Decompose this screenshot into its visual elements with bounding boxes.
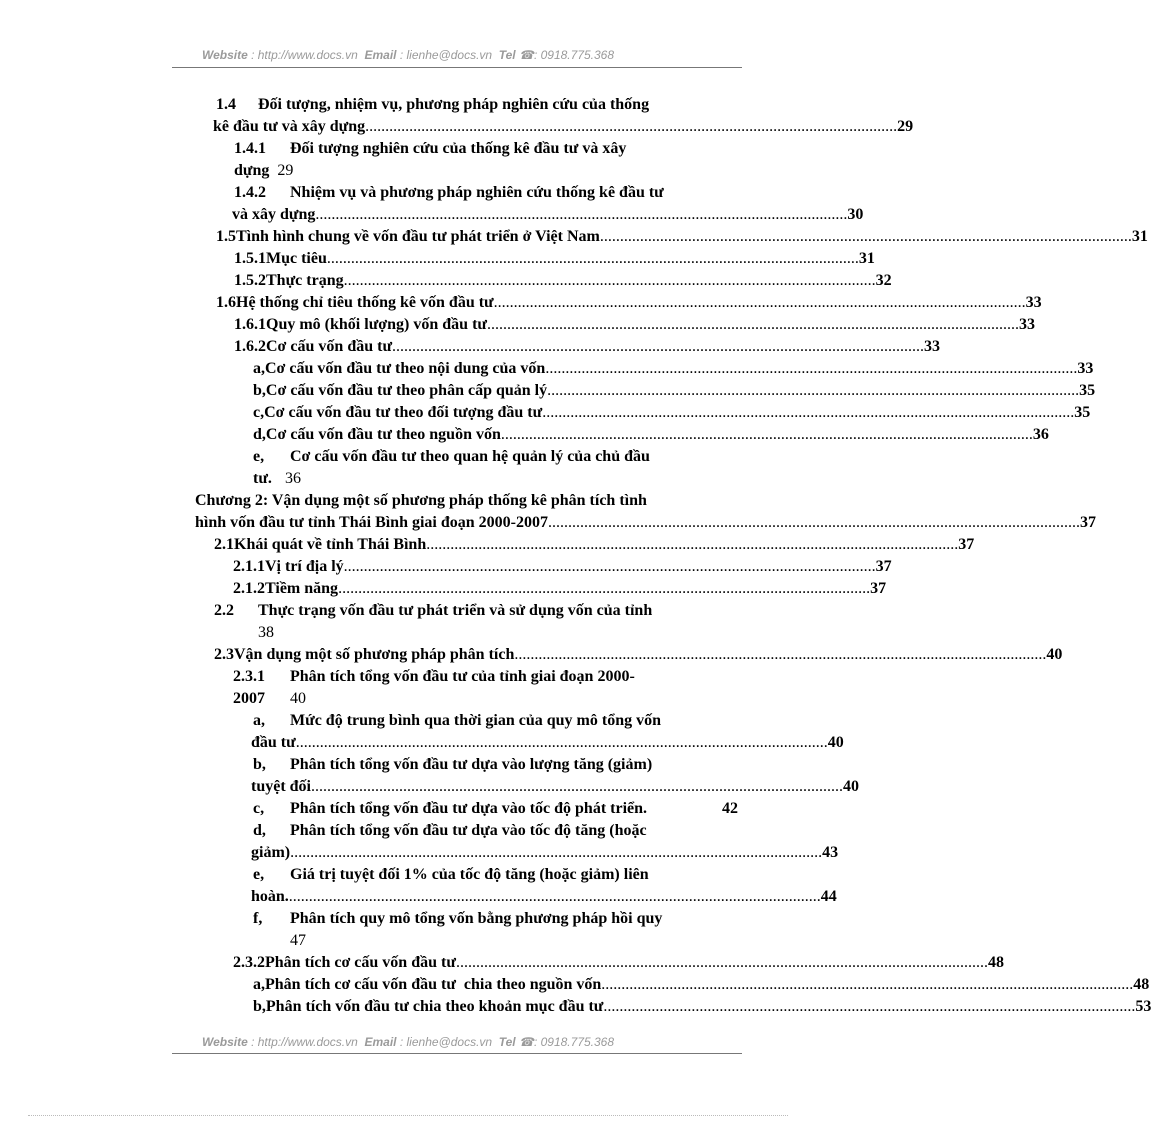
toc-entry-1-6-2-e[interactable] xyxy=(253,447,733,467)
toc-title: Cơ cấu vốn đầu tư theo nguồn vốn xyxy=(265,426,501,443)
toc-entry-2-3-1-e[interactable] xyxy=(253,865,728,885)
toc-page: 48 xyxy=(987,954,1004,971)
toc-title: Chương 2: Vận dụng một số phương pháp thống kê phân tích tình xyxy=(195,492,647,509)
toc-page: 36 xyxy=(1032,426,1049,443)
toc-page: 40 xyxy=(290,690,306,707)
toc-number: 1.4.1 xyxy=(234,140,266,157)
toc-entry-1-6-2[interactable] xyxy=(234,337,941,357)
toc-page: 35 xyxy=(1074,404,1091,421)
header-tel-value: ☎: 0918.775.368 xyxy=(519,48,615,62)
toc-entry-1-5[interactable] xyxy=(216,227,1148,247)
toc-title: Thực trạng xyxy=(266,272,344,289)
toc-entry-2-3-1-a-cont[interactable] xyxy=(251,733,844,753)
toc-page: 40 xyxy=(1046,646,1063,663)
toc-leader: ..................................................................................................................................... xyxy=(343,272,876,289)
toc-page: 29 xyxy=(277,162,294,179)
toc-number: c, xyxy=(253,800,265,817)
toc-entry-2-1-2[interactable] xyxy=(233,579,887,599)
header-email-value[interactable]: : lienhe@docs.vn xyxy=(399,48,493,62)
toc-entry-2-3-1-f-cont[interactable] xyxy=(290,931,350,951)
footer-email-label: Email xyxy=(364,1035,397,1049)
header-tel-label: Tel xyxy=(498,48,516,62)
toc-title: kê đầu tư và xây dựng xyxy=(213,118,366,135)
toc-entry-2-3-1[interactable] xyxy=(233,667,713,687)
toc-entry-2-3-1-f[interactable] xyxy=(253,909,743,929)
toc-title: hoàn. xyxy=(251,888,289,905)
toc-title: Nhiệm vụ và phương pháp nghiên cứu thống kê đầu tư xyxy=(290,184,664,201)
toc-title: giảm) xyxy=(251,844,291,861)
toc-leader: ..................................................................................................................................... xyxy=(487,316,1019,333)
toc-entry-2-2[interactable] xyxy=(214,601,734,621)
toc-leader: ..................................................................................................................................... xyxy=(542,404,1075,421)
footer-email-value[interactable]: : lienhe@docs.vn xyxy=(399,1035,493,1049)
toc-entry-2-3-1-cont[interactable] xyxy=(233,689,433,709)
toc-leader: ..................................................................................................................................... xyxy=(343,558,876,575)
toc-entry-1-4-1-cont[interactable] xyxy=(234,161,434,181)
toc-number: 1.5.2 xyxy=(234,272,266,289)
toc-page: 33 xyxy=(924,338,941,355)
toc-title: Phân tích vốn đầu tư chia theo khoản mục đầu tư xyxy=(265,998,604,1015)
toc-leader: ..................................................................................................................................... xyxy=(365,118,898,135)
toc-leader: ..................................................................................................................................... xyxy=(392,338,925,355)
toc-entry-1-6-2-c[interactable] xyxy=(253,403,1091,423)
toc-title: Mục tiêu xyxy=(266,250,327,267)
toc-entry-2-3-1-d[interactable] xyxy=(253,821,738,841)
toc-title: tuyệt đối xyxy=(251,778,311,795)
toc-leader: ..................................................................................................................................... xyxy=(455,954,988,971)
header-rule xyxy=(172,67,742,68)
toc-leader: ..................................................................................................................................... xyxy=(426,536,959,553)
toc-number: 2.3.1 xyxy=(233,668,265,685)
toc-title: Phân tích tổng vốn đầu tư của tỉnh giai đoạn 2000- xyxy=(290,668,635,685)
toc-title: Hệ thống chỉ tiêu thống kê vốn đầu tư xyxy=(236,294,494,311)
toc-number: b, xyxy=(253,756,266,773)
toc-leader: ..................................................................................................................................... xyxy=(338,580,871,597)
toc-leader: ..................................................................................................................................... xyxy=(547,382,1080,399)
toc-number: a, xyxy=(253,976,265,993)
toc-title: Đối tượng nghiên cứu của thống kê đầu tư và xây xyxy=(290,140,627,157)
toc-leader: ..................................................................................................................................... xyxy=(603,998,1136,1015)
toc-title: Cơ cấu vốn đầu tư theo phân cấp quản lý xyxy=(265,382,548,399)
toc-page: 42 xyxy=(722,800,738,817)
toc-page: 33 xyxy=(1019,316,1035,333)
toc-number: 1.5.1 xyxy=(234,250,266,267)
toc-leader: ..................................................................................................................................... xyxy=(500,426,1033,443)
toc-title: đầu tư xyxy=(251,734,296,751)
toc-title: Cơ cấu vốn đầu tư theo đối tượng đầu tư xyxy=(264,404,543,421)
page-edge-divider xyxy=(28,1115,788,1116)
toc-entry-2-3[interactable] xyxy=(214,645,1063,665)
toc-page: 40 xyxy=(843,778,859,795)
toc-entry-2-2-cont[interactable] xyxy=(258,623,318,643)
toc-number: a, xyxy=(253,712,265,729)
toc-number: b, xyxy=(253,382,266,399)
toc-title: Quy mô (khối lượng) vốn đầu tư xyxy=(266,316,487,333)
toc-title: Giá trị tuyệt đối 1% của tốc độ tăng (hoặc giảm) liên xyxy=(290,866,649,883)
toc-entry-2-1-1[interactable] xyxy=(233,557,892,577)
toc-entry-2-3-2-a[interactable] xyxy=(253,975,1150,995)
toc-page: 31 xyxy=(858,250,875,267)
toc-entry-2-3-1-e-cont[interactable] xyxy=(251,887,837,907)
toc-title: Tình hình chung về vốn đầu tư phát triển ở Việt Nam xyxy=(236,228,600,245)
toc-entry-1-5-2[interactable] xyxy=(234,271,892,291)
toc-entry-2-3-2[interactable] xyxy=(233,953,1004,973)
footer-rule xyxy=(172,1053,742,1054)
toc-page: 29 xyxy=(897,118,914,135)
toc-leader: ..................................................................................................................................... xyxy=(315,206,848,223)
toc-leader: ..................................................................................................................................... xyxy=(548,514,1080,531)
toc-page: 35 xyxy=(1079,382,1096,399)
toc-number: d, xyxy=(253,822,266,839)
footer-tel-label: Tel xyxy=(498,1035,516,1049)
page-header xyxy=(0,48,816,62)
toc-number: e, xyxy=(253,448,265,465)
toc-entry-1-4[interactable] xyxy=(216,95,736,115)
toc-title: Cơ cấu vốn đầu tư theo quan hệ quản lý của chủ đầu xyxy=(290,448,650,465)
toc-number: 2.1.1 xyxy=(233,558,265,575)
toc-entry-2-3-1-b-cont[interactable] xyxy=(251,777,859,797)
toc-entry-1-5-1[interactable] xyxy=(234,249,875,269)
toc-entry-2-3-1-d-cont[interactable] xyxy=(251,843,839,863)
toc-entry-chapter-2-cont[interactable] xyxy=(195,513,1096,533)
toc-entry-1-6[interactable] xyxy=(216,293,1042,313)
toc-number: 2.2 xyxy=(214,602,234,619)
page-footer xyxy=(0,1035,816,1049)
toc-title: Phân tích tổng vốn đầu tư dựa vào tốc độ phát triển. xyxy=(290,800,648,817)
toc-leader: ..................................................................................................................................... xyxy=(311,778,843,795)
toc-entry-chapter-2[interactable] xyxy=(195,491,740,511)
toc-entry-2-3-1-c[interactable] xyxy=(253,799,738,819)
toc-entry-1-4-cont[interactable] xyxy=(213,117,914,137)
toc-title: Phân tích cơ cấu vốn đầu tư xyxy=(265,954,456,971)
toc-entry-1-4-2[interactable] xyxy=(234,183,739,203)
toc-entry-2-3-1-a[interactable] xyxy=(253,711,743,731)
toc-number: 2.3.2 xyxy=(233,954,265,971)
toc-title: tư. xyxy=(253,470,272,487)
toc-leader: ..................................................................................................................................... xyxy=(599,228,1132,245)
toc-number: 1.6.2 xyxy=(234,338,266,355)
header-email-label: Email xyxy=(364,48,397,62)
footer-website-url[interactable]: : http://www.docs.vn xyxy=(251,1035,358,1049)
toc-number: 2.3 xyxy=(214,646,234,663)
toc-leader: ..................................................................................................................................... xyxy=(288,888,821,905)
toc-page: 33 xyxy=(1077,360,1094,377)
toc-entry-1-6-1[interactable] xyxy=(234,315,1035,335)
toc-title: Phân tích tổng vốn đầu tư dựa vào lượng tăng (giảm) xyxy=(290,756,653,773)
toc-title: Cơ cấu vốn đầu tư xyxy=(266,338,393,355)
footer-tel-value: ☎: 0918.775.368 xyxy=(519,1035,615,1049)
header-website-label: Website xyxy=(201,48,248,62)
toc-page: 53 xyxy=(1135,998,1151,1015)
toc-number: 1.4 xyxy=(216,96,236,113)
toc-page: 48 xyxy=(1133,976,1150,993)
toc-title: Vị trí địa lý xyxy=(265,558,344,575)
toc-title: Vận dụng một số phương pháp phân tích xyxy=(234,646,515,663)
toc-leader: ..................................................................................................................................... xyxy=(295,734,828,751)
toc-entry-2-1[interactable] xyxy=(214,535,975,555)
toc-title: Mức độ trung bình qua thời gian của quy mô tổng vốn xyxy=(290,712,661,729)
toc-number: 2.1 xyxy=(214,536,234,553)
toc-title: Thực trạng vốn đầu tư phát triển và sử dụng vốn của tỉnh xyxy=(258,602,653,619)
toc-page: 44 xyxy=(820,888,837,905)
toc-page: 47 xyxy=(290,932,306,949)
toc-page: 37 xyxy=(870,580,887,597)
toc-number: b, xyxy=(253,998,266,1015)
toc-page: 30 xyxy=(847,206,864,223)
toc-title: và xây dựng xyxy=(232,206,316,223)
toc-page: 38 xyxy=(258,624,274,641)
toc-title: Tiềm năng xyxy=(265,580,339,597)
toc-page: 37 xyxy=(875,558,892,575)
header-website-url[interactable]: : http://www.docs.vn xyxy=(251,48,358,62)
toc-number: 1.5 xyxy=(216,228,236,245)
toc-page: 32 xyxy=(875,272,892,289)
toc-number: e, xyxy=(253,866,265,883)
toc-title: Khái quát về tỉnh Thái Bình xyxy=(234,536,427,553)
toc-number: 1.6 xyxy=(216,294,236,311)
toc-title: Đối tượng, nhiệm vụ, phương pháp nghiên cứu của thống xyxy=(258,96,650,113)
toc-title: dựng xyxy=(234,162,270,179)
toc-page: 40 xyxy=(827,734,844,751)
toc-number: 2.1.2 xyxy=(233,580,265,597)
toc-number: c, xyxy=(253,404,265,421)
toc-page: 31 xyxy=(1131,228,1148,245)
toc-page: 37 xyxy=(958,536,975,553)
toc-leader: ..................................................................................................................................... xyxy=(545,360,1078,377)
toc-title: hình vốn đầu tư tỉnh Thái Bình giai đoạn 2000-2007 xyxy=(195,514,548,531)
toc-leader: ..................................................................................................................................... xyxy=(514,646,1047,663)
toc-title: 2007 xyxy=(233,690,265,707)
toc-leader: ..................................................................................................................................... xyxy=(493,294,1026,311)
footer-website-label: Website xyxy=(201,1035,248,1049)
toc-number: 1.6.1 xyxy=(234,316,266,333)
toc-entry-1-6-2-e-cont[interactable] xyxy=(253,469,453,489)
toc-page: 36 xyxy=(284,470,301,487)
toc-leader: ..................................................................................................................................... xyxy=(326,250,859,267)
toc-leader: ..................................................................................................................................... xyxy=(601,976,1134,993)
toc-page: 43 xyxy=(822,844,839,861)
toc-entry-2-3-1-b[interactable] xyxy=(253,755,733,775)
toc-title: Phân tích tổng vốn đầu tư dựa vào tốc độ tăng (hoặc xyxy=(290,822,647,839)
toc-number: d, xyxy=(253,426,266,443)
toc-title: Phân tích quy mô tổng vốn bằng phương pháp hồi quy xyxy=(290,910,663,927)
toc-entry-1-6-2-a[interactable] xyxy=(253,359,1094,379)
toc-entry-1-4-2-cont[interactable] xyxy=(232,205,864,225)
toc-page: 37 xyxy=(1080,514,1096,531)
toc-page: 33 xyxy=(1025,294,1042,311)
toc-number: f, xyxy=(253,910,263,927)
toc-entry-2-3-2-b[interactable] xyxy=(253,997,1151,1017)
toc-entry-1-4-1[interactable] xyxy=(234,139,704,159)
toc-title: Cơ cấu vốn đầu tư theo nội dung của vốn xyxy=(265,360,546,377)
toc-entry-1-6-2-d[interactable] xyxy=(253,425,1049,445)
toc-number: 1.4.2 xyxy=(234,184,266,201)
toc-number: a, xyxy=(253,360,265,377)
toc-entry-1-6-2-b[interactable] xyxy=(253,381,1096,401)
toc-leader: ..................................................................................................................................... xyxy=(290,844,823,861)
toc-title: Phân tích cơ cấu vốn đầu tư chia theo nguồn vốn xyxy=(265,976,602,993)
